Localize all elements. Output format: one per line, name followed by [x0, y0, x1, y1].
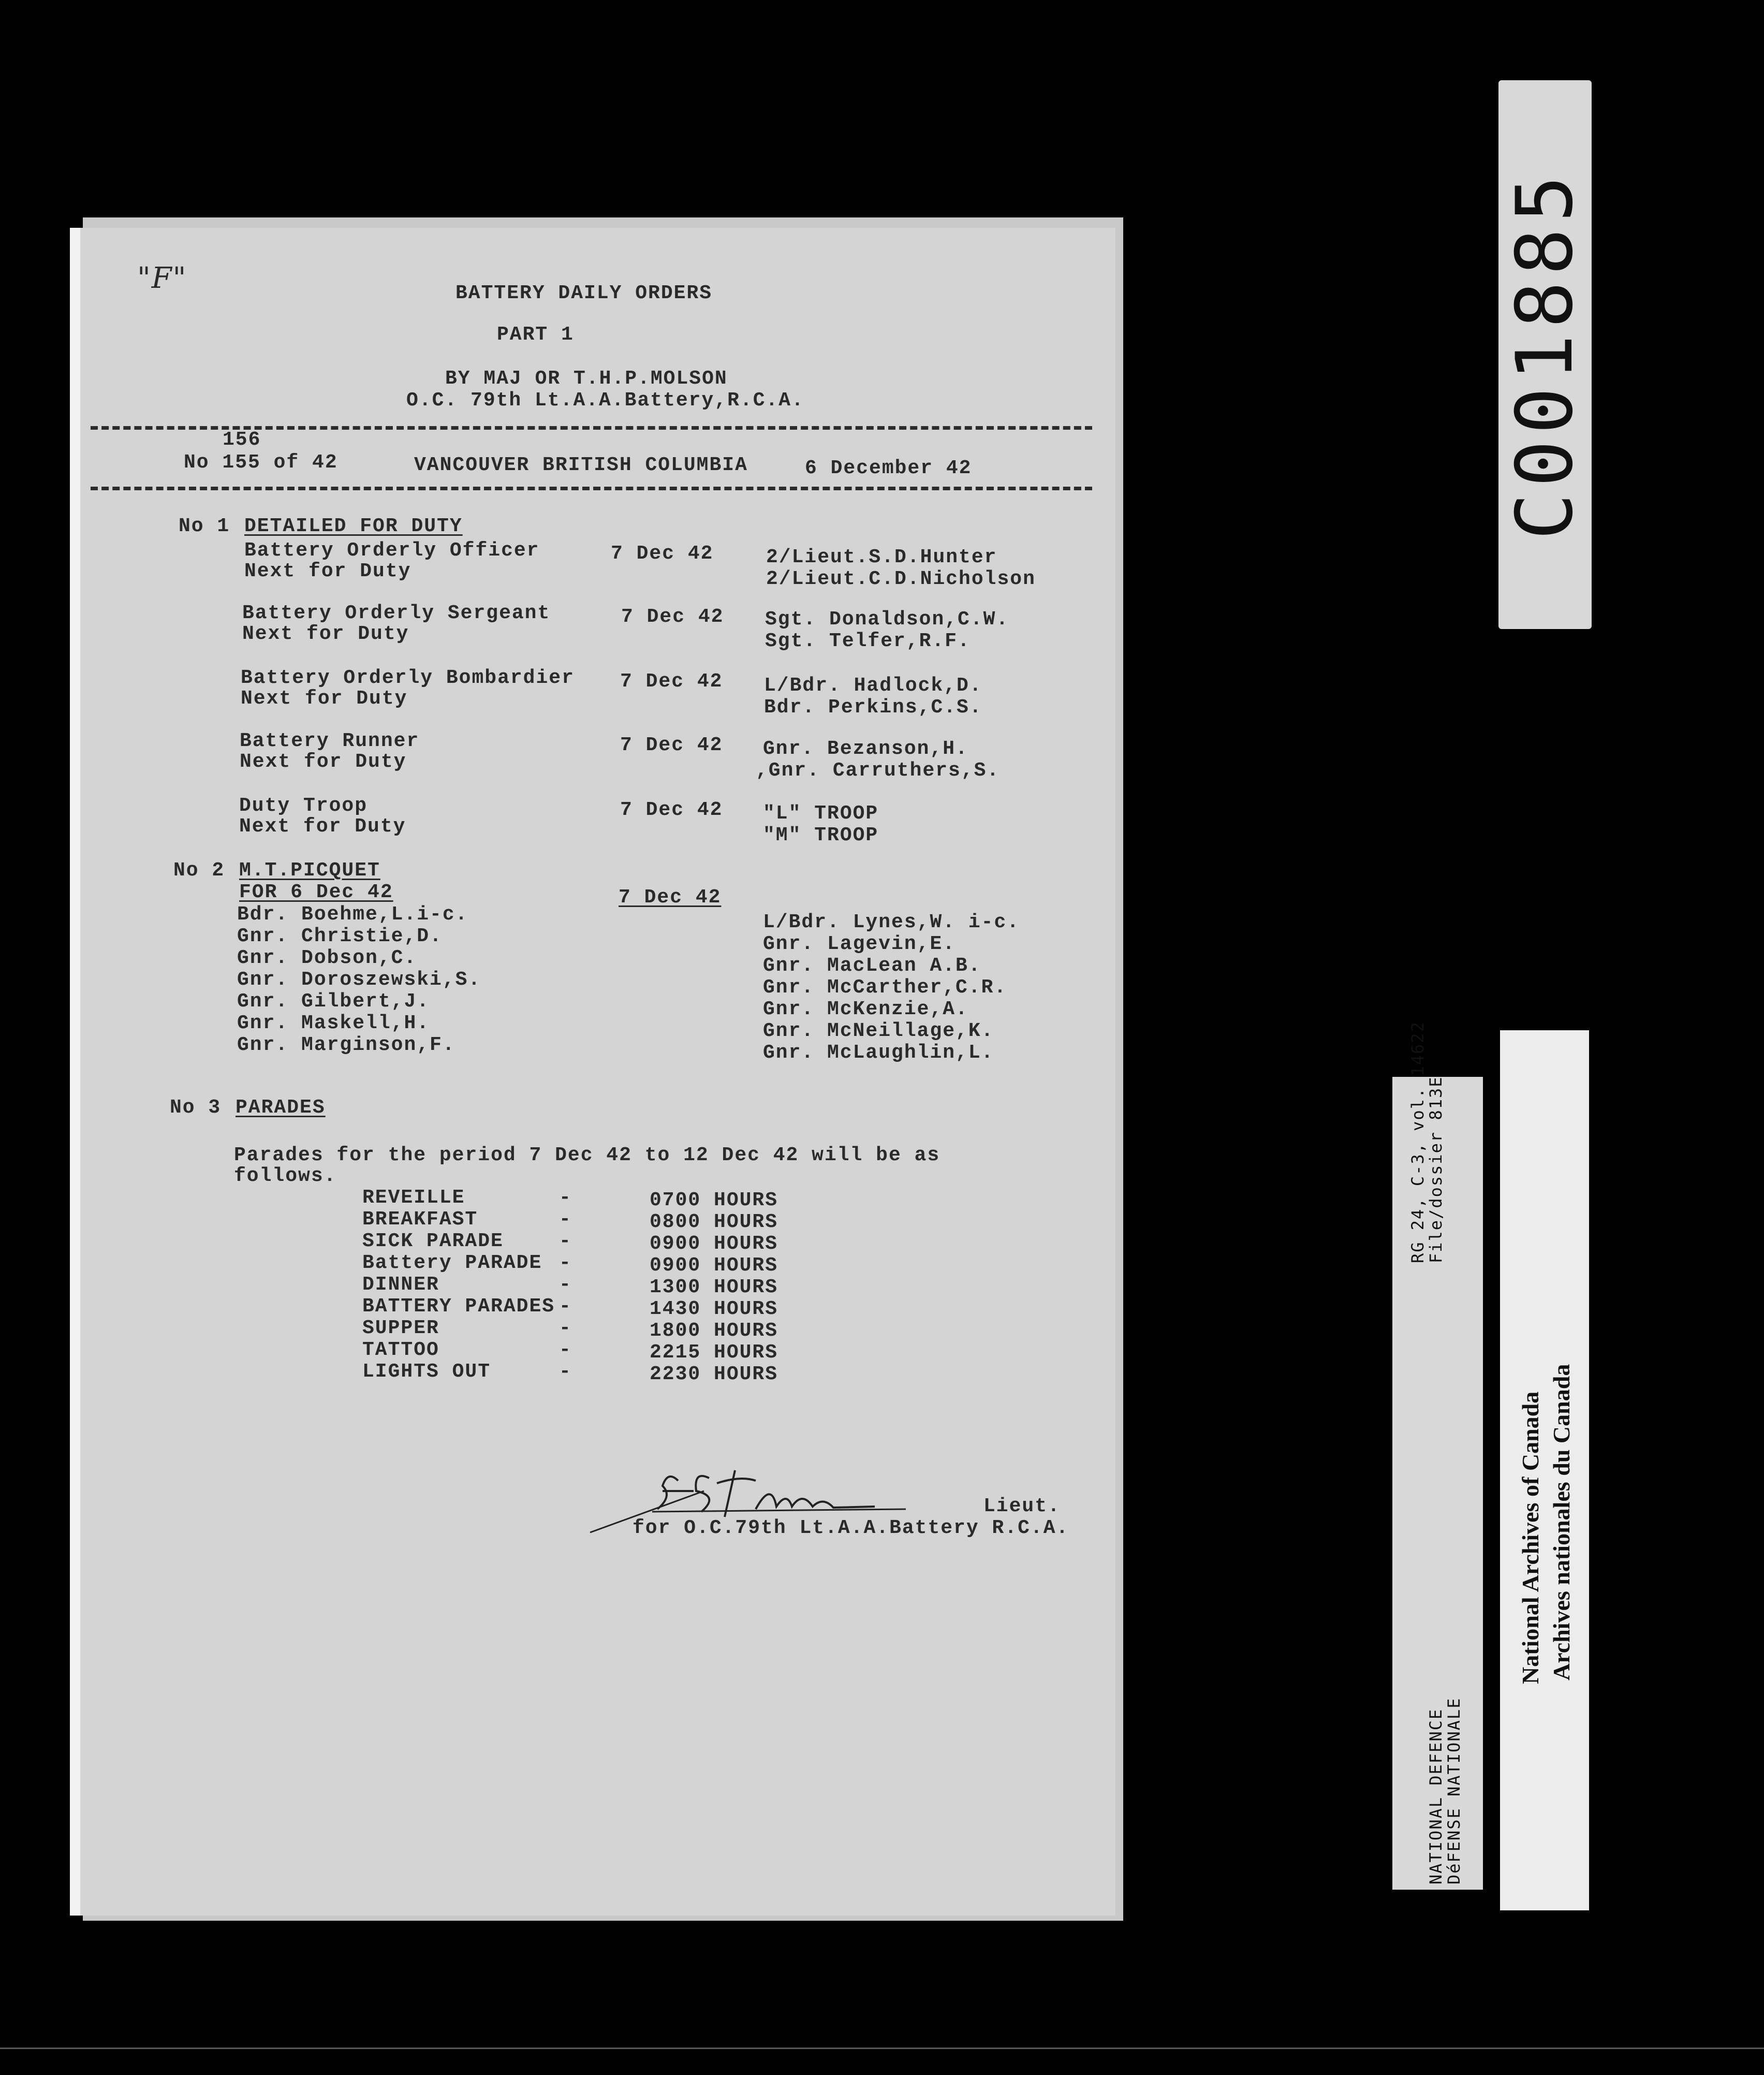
parades-intro: Parades for the period 7 Dec 42 to 12 Dec 42 will be as — [234, 1144, 940, 1166]
schedule-event: TATTOO — [362, 1339, 439, 1361]
duty-next-name: Bdr. Perkins,C.S. — [764, 696, 982, 719]
schedule-time: 1430 HOURS — [650, 1298, 778, 1320]
picquet-name-left: Gnr. Marginson,F. — [237, 1034, 455, 1056]
film-edge-line — [0, 2048, 1764, 2049]
duty-label: Battery Runner — [240, 730, 420, 752]
section2-subheading: FOR 6 Dec 42 — [239, 881, 393, 903]
archives-name-fr: Archives nationales du Canada — [1548, 1364, 1575, 1681]
handwritten-mark: "F" — [137, 261, 187, 295]
duty-name: 2/Lieut.S.D.Hunter — [766, 546, 997, 568]
schedule-dash: - — [559, 1252, 572, 1274]
section1-heading: DETAILED FOR DUTY — [244, 515, 463, 537]
schedule-dash: - — [559, 1274, 572, 1296]
schedule-event: Battery PARADE — [362, 1252, 542, 1274]
picquet-name-left: Bdr. Boehme,L.i-c. — [237, 903, 468, 926]
section1-number: No 1 — [179, 515, 230, 537]
picquet-name-left: Gnr. Gilbert,J. — [237, 990, 430, 1013]
department-en: NATIONAL DEFENCE — [1426, 1708, 1446, 1884]
by-line: BY MAJ OR T.H.P.MOLSON — [445, 368, 728, 390]
schedule-time: 2215 HOURS — [650, 1341, 778, 1364]
duty-name: Gnr. Bezanson,H. — [763, 738, 968, 760]
divider-bottom — [91, 487, 1092, 490]
picquet-name-left: Gnr. Doroszewski,S. — [237, 969, 481, 991]
duty-next-name: "M" TROOP — [763, 824, 879, 846]
schedule-time: 1800 HOURS — [650, 1320, 778, 1342]
duty-date: 7 Dec 42 — [621, 606, 724, 628]
duty-next-label: Next for Duty — [242, 623, 409, 645]
schedule-dash: - — [559, 1295, 572, 1318]
duty-date: 7 Dec 42 — [620, 799, 723, 821]
picquet-name-right: Gnr. McKenzie,A. — [763, 998, 968, 1020]
schedule-dash: - — [559, 1187, 572, 1209]
duty-label: Battery Orderly Bombardier — [241, 667, 575, 689]
picquet-name-right: Gnr. McNeillage,K. — [763, 1020, 994, 1042]
picquet-name-right: L/Bdr. Lynes,W. i-c. — [763, 911, 1020, 933]
department-fr: DéFENSE NATIONALE — [1444, 1697, 1464, 1884]
schedule-event: SICK PARADE — [362, 1230, 504, 1252]
schedule-dash: - — [559, 1339, 572, 1361]
signature-for-line: for O.C.79th Lt.A.A.Battery R.C.A. — [633, 1517, 1069, 1539]
schedule-dash: - — [559, 1361, 572, 1383]
schedule-time: 0900 HOURS — [650, 1233, 778, 1255]
picquet-name-left: Gnr. Christie,D. — [237, 925, 443, 947]
duty-date: 7 Dec 42 — [620, 734, 723, 756]
picquet-name-left: Gnr. Dobson,C. — [237, 947, 417, 969]
schedule-event: BREAKFAST — [362, 1208, 478, 1231]
document-page — [70, 228, 1115, 1916]
schedule-time: 0900 HOURS — [650, 1254, 778, 1277]
section3-number: No 3 — [170, 1097, 222, 1119]
schedule-dash: - — [559, 1208, 572, 1231]
schedule-event: SUPPER — [362, 1317, 439, 1339]
part-label: PART 1 — [497, 324, 574, 346]
schedule-time: 2230 HOURS — [650, 1363, 778, 1385]
frame-number: C001885 — [1500, 169, 1590, 540]
duty-label: Battery Orderly Sergeant — [242, 602, 551, 624]
duty-next-label: Next for Duty — [241, 688, 408, 710]
duty-next-name: ,Gnr. Carruthers,S. — [756, 759, 1000, 782]
duty-name: Sgt. Donaldson,C.W. — [765, 608, 1009, 631]
reference-file: File/dossier 813E — [1426, 1076, 1446, 1263]
order-number: No 155 of 42 — [184, 451, 338, 474]
schedule-event: DINNER — [362, 1274, 439, 1296]
duty-label: Duty Troop — [239, 795, 368, 817]
duty-next-name: 2/Lieut.C.D.Nicholson — [766, 568, 1036, 590]
duty-next-label: Next for Duty — [240, 751, 407, 773]
reference-card — [1392, 1021, 1483, 1890]
schedule-event: REVEILLE — [362, 1187, 465, 1209]
schedule-time: 1300 HOURS — [650, 1276, 778, 1298]
duty-next-label: Next for Duty — [239, 815, 406, 838]
duty-label: Battery Orderly Officer — [244, 539, 540, 562]
archives-card — [1500, 1030, 1589, 1910]
archives-name-en: National Archives of Canada — [1517, 1391, 1544, 1684]
location: VANCOUVER BRITISH COLUMBIA — [414, 454, 748, 476]
picquet-name-right: Gnr. McCarther,C.R. — [763, 976, 1007, 999]
reference-volume: RG 24, C-3, vol. 14622 — [1408, 1021, 1428, 1263]
picquet-name-right: Gnr. Lagevin,E. — [763, 933, 956, 955]
order-date: 6 December 42 — [805, 457, 972, 479]
duty-name: "L" TROOP — [763, 802, 879, 825]
picquet-name-right: Gnr. McLaughlin,L. — [763, 1042, 994, 1064]
order-number-handwritten: 156 — [223, 429, 261, 451]
picquet-name-right: Gnr. MacLean A.B. — [763, 955, 981, 977]
schedule-time: 0700 HOURS — [650, 1189, 778, 1211]
schedule-event: BATTERY PARADES — [362, 1295, 555, 1318]
signature-rank: Lieut. — [983, 1495, 1061, 1517]
section2-heading: M.T.PICQUET — [239, 859, 380, 882]
document-title: BATTERY DAILY ORDERS — [455, 282, 713, 304]
section3-heading: PARADES — [236, 1097, 326, 1119]
duty-next-name: Sgt. Telfer,R.F. — [765, 630, 971, 652]
frame-number-strip — [1498, 80, 1592, 629]
duty-next-label: Next for Duty — [244, 560, 411, 582]
duty-name: L/Bdr. Hadlock,D. — [764, 675, 982, 697]
schedule-dash: - — [559, 1230, 572, 1252]
section2-number: No 2 — [173, 859, 225, 882]
schedule-time: 0800 HOURS — [650, 1211, 778, 1233]
duty-date: 7 Dec 42 — [620, 670, 723, 693]
section2-date: 7 Dec 42 — [619, 886, 722, 909]
duty-date: 7 Dec 42 — [611, 543, 714, 565]
schedule-dash: - — [559, 1317, 572, 1339]
oc-line: O.C. 79th Lt.A.A.Battery,R.C.A. — [406, 389, 804, 412]
parades-intro-2: follows. — [234, 1165, 337, 1187]
schedule-event: LIGHTS OUT — [362, 1361, 491, 1383]
picquet-name-left: Gnr. Maskell,H. — [237, 1012, 430, 1034]
